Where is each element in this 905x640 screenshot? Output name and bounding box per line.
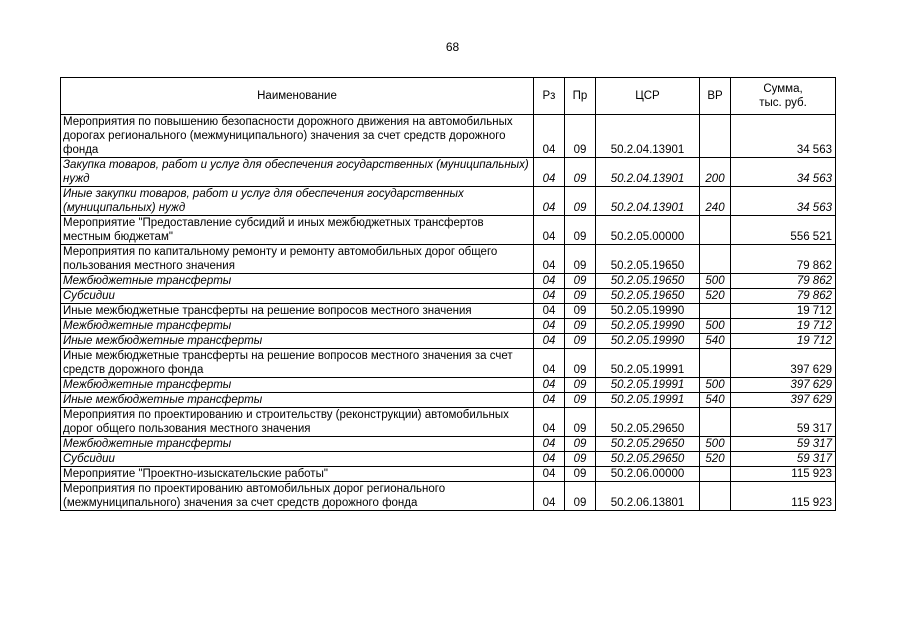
row-vr: 500 [700,437,731,452]
row-csr: 50.2.05.00000 [596,216,700,245]
row-rz: 04 [534,319,565,334]
table-row [61,437,836,452]
row-vr [700,304,731,319]
row-name: Мероприятия по повышению безопасности дорожного движения на автомобильных дорогах регионального (межмуниципального) значения за счет средств дорожного фонда [61,115,534,158]
table-row [61,393,836,408]
row-rz: 04 [534,349,565,378]
row-rz: 04 [534,393,565,408]
row-vr [700,482,731,511]
row-pr: 09 [565,482,596,511]
page-number: 68 [445,40,460,54]
row-sum: 79 862 [731,245,836,274]
row-pr: 09 [565,467,596,482]
row-pr: 09 [565,216,596,245]
row-rz: 04 [534,437,565,452]
header-sum-line1: Сумма, [763,83,803,95]
row-name: Иные межбюджетные трансферты на решение вопросов местного значения за счет средств дорожного фонда [61,349,534,378]
row-name: Мероприятия по проектированию и строительству (реконструкции) автомобильных дорог общего пользования местного значения [61,408,534,437]
row-csr: 50.2.05.19991 [596,349,700,378]
row-pr: 09 [565,304,596,319]
row-vr: 520 [700,452,731,467]
row-pr: 09 [565,452,596,467]
row-vr: 240 [700,187,731,216]
header-name: Наименование [61,78,534,115]
row-sum: 397 629 [731,349,836,378]
row-sum: 397 629 [731,393,836,408]
row-vr [700,115,731,158]
row-pr: 09 [565,378,596,393]
row-name: Субсидии [61,289,534,304]
row-name: Иные межбюджетные трансферты [61,334,534,349]
table-row [61,158,836,187]
row-vr [700,408,731,437]
row-pr: 09 [565,408,596,437]
row-rz: 04 [534,482,565,511]
row-csr: 50.2.05.19650 [596,245,700,274]
row-name: Межбюджетные трансферты [61,378,534,393]
row-vr: 200 [700,158,731,187]
row-rz: 04 [534,158,565,187]
table-row [61,319,836,334]
row-rz: 04 [534,378,565,393]
table-row [61,408,836,437]
table-row [61,216,836,245]
header-csr: ЦСР [596,78,700,115]
row-name: Иные межбюджетные трансферты на решение вопросов местного значения [61,304,534,319]
row-sum: 19 712 [731,334,836,349]
row-vr: 500 [700,319,731,334]
row-csr: 50.2.05.19990 [596,304,700,319]
row-name: Мероприятие "Проектно-изыскательские работы" [61,467,534,482]
row-pr: 09 [565,289,596,304]
row-sum: 59 317 [731,452,836,467]
row-pr: 09 [565,245,596,274]
row-csr: 50.2.06.13801 [596,482,700,511]
row-csr: 50.2.05.19990 [596,319,700,334]
row-csr: 50.2.05.19990 [596,334,700,349]
row-vr [700,245,731,274]
row-sum: 34 563 [731,115,836,158]
row-csr: 50.2.04.13901 [596,158,700,187]
row-pr: 09 [565,334,596,349]
row-rz: 04 [534,467,565,482]
row-name: Межбюджетные трансферты [61,319,534,334]
row-rz: 04 [534,408,565,437]
row-rz: 04 [534,115,565,158]
row-pr: 09 [565,393,596,408]
row-name: Субсидии [61,452,534,467]
table-row [61,245,836,274]
table-row [61,467,836,482]
row-sum: 115 923 [731,482,836,511]
row-name: Мероприятия по проектированию автомобильных дорог регионального (межмуниципального) значения за счет средств дорожного фонда [61,482,534,511]
table-row [61,482,836,511]
row-name: Межбюджетные трансферты [61,274,534,289]
budget-table [60,77,836,511]
row-pr: 09 [565,158,596,187]
row-sum: 79 862 [731,289,836,304]
row-sum: 34 563 [731,158,836,187]
header-rz: Рз [534,78,565,115]
header-sum [731,78,836,115]
row-csr: 50.2.06.00000 [596,467,700,482]
row-csr: 50.2.05.29650 [596,437,700,452]
row-name: Межбюджетные трансферты [61,437,534,452]
header-pr: Пр [565,78,596,115]
row-pr: 09 [565,319,596,334]
row-vr: 500 [700,274,731,289]
header-sum-line2: тыс. руб. [759,97,807,109]
row-csr: 50.2.04.13901 [596,187,700,216]
table-row [61,334,836,349]
table-row [61,187,836,216]
row-name: Закупка товаров, работ и услуг для обеспечения государственных (муниципальных) нужд [61,158,534,187]
row-sum: 556 521 [731,216,836,245]
row-name: Иные закупки товаров, работ и услуг для обеспечения государственных (муниципальных) нужд [61,187,534,216]
row-rz: 04 [534,334,565,349]
row-vr [700,467,731,482]
row-sum: 59 317 [731,437,836,452]
row-rz: 04 [534,245,565,274]
row-rz: 04 [534,304,565,319]
row-name: Мероприятия по капитальному ремонту и ремонту автомобильных дорог общего пользования местного значения [61,245,534,274]
row-sum: 397 629 [731,378,836,393]
table-row [61,378,836,393]
table-row [61,349,836,378]
row-csr: 50.2.05.19650 [596,274,700,289]
row-pr: 09 [565,115,596,158]
row-vr [700,349,731,378]
row-rz: 04 [534,274,565,289]
row-pr: 09 [565,349,596,378]
table-header-row [61,78,836,115]
row-name: Иные межбюджетные трансферты [61,393,534,408]
row-rz: 04 [534,216,565,245]
row-sum: 34 563 [731,187,836,216]
row-csr: 50.2.05.29650 [596,452,700,467]
row-csr: 50.2.05.19650 [596,289,700,304]
table-row [61,274,836,289]
row-vr: 540 [700,334,731,349]
row-pr: 09 [565,274,596,289]
row-sum: 19 712 [731,304,836,319]
row-rz: 04 [534,187,565,216]
row-pr: 09 [565,187,596,216]
row-vr [700,216,731,245]
row-name: Мероприятие "Предоставление субсидий и иных межбюджетных трансфертов местным бюджетам" [61,216,534,245]
table-row [61,289,836,304]
row-sum: 79 862 [731,274,836,289]
row-csr: 50.2.05.19991 [596,393,700,408]
table-row [61,304,836,319]
row-sum: 59 317 [731,408,836,437]
row-sum: 115 923 [731,467,836,482]
header-vr: ВР [700,78,731,115]
table-row [61,452,836,467]
row-rz: 04 [534,452,565,467]
row-sum: 19 712 [731,319,836,334]
row-rz: 04 [534,289,565,304]
row-vr: 520 [700,289,731,304]
row-vr: 500 [700,378,731,393]
row-vr: 540 [700,393,731,408]
row-csr: 50.2.05.19991 [596,378,700,393]
row-csr: 50.2.04.13901 [596,115,700,158]
row-csr: 50.2.05.29650 [596,408,700,437]
table-row [61,115,836,158]
row-pr: 09 [565,437,596,452]
